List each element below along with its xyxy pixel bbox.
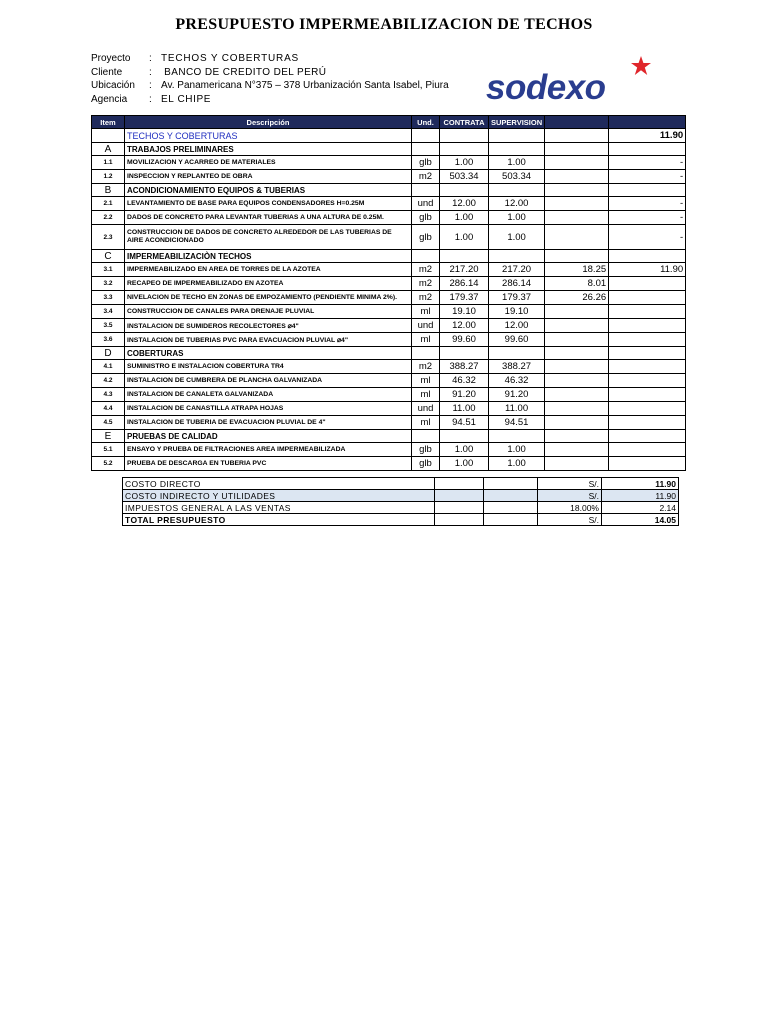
table-row bbox=[92, 211, 686, 225]
info-row-cliente bbox=[91, 66, 449, 80]
info-sep: : bbox=[149, 80, 152, 91]
summary-table bbox=[122, 477, 679, 526]
table-cell bbox=[440, 184, 489, 197]
table-row bbox=[92, 360, 686, 374]
table-row bbox=[92, 319, 686, 333]
item-description: LEVANTAMIENTO DE BASE PARA EQUIPOS CONDENSADORES H=0.25M bbox=[125, 197, 412, 211]
info-value: TECHOS Y COBERTURAS bbox=[161, 53, 300, 64]
item-contrata: 99.60 bbox=[440, 333, 489, 347]
table-cell bbox=[412, 184, 440, 197]
item-total: - bbox=[609, 170, 686, 184]
table-header-row bbox=[92, 116, 686, 129]
item-price bbox=[545, 305, 609, 319]
item-number: 2.2 bbox=[92, 211, 125, 225]
item-price bbox=[545, 156, 609, 170]
item-contrata: 503.34 bbox=[440, 170, 489, 184]
item-supervision: 217.20 bbox=[489, 263, 545, 277]
item-description: CONSTRUCCION DE DADOS DE CONCRETO ALREDEDOR DE LAS TUBERIAS DE AIRE ACONDICIONADO bbox=[125, 225, 412, 250]
item-total bbox=[609, 457, 686, 471]
section-row bbox=[92, 250, 686, 263]
info-row-proyecto bbox=[91, 52, 449, 66]
table-cell bbox=[489, 347, 545, 360]
summary-label: COSTO INDIRECTO Y UTILIDADES bbox=[123, 490, 435, 502]
item-total bbox=[609, 333, 686, 347]
section-id: A bbox=[92, 143, 125, 156]
item-number: 4.1 bbox=[92, 360, 125, 374]
info-row-ubicacion bbox=[91, 79, 449, 93]
item-unit: m2 bbox=[412, 277, 440, 291]
item-total bbox=[609, 402, 686, 416]
sodexo-logo bbox=[484, 56, 659, 108]
table-cell bbox=[609, 347, 686, 360]
table-cell bbox=[489, 184, 545, 197]
table-cell bbox=[412, 430, 440, 443]
section-id: E bbox=[92, 430, 125, 443]
table-row bbox=[92, 263, 686, 277]
item-price bbox=[545, 197, 609, 211]
section-name: TRABAJOS PRELIMINARES bbox=[125, 143, 412, 156]
item-supervision: 1.00 bbox=[489, 457, 545, 471]
table-row bbox=[92, 197, 686, 211]
table-row bbox=[92, 305, 686, 319]
item-unit: m2 bbox=[412, 263, 440, 277]
summary-pct: 18.00% bbox=[538, 502, 602, 514]
summary-value: 2.14 bbox=[602, 502, 679, 514]
item-supervision: 94.51 bbox=[489, 416, 545, 430]
item-unit: m2 bbox=[412, 170, 440, 184]
item-number: 5.2 bbox=[92, 457, 125, 471]
item-number: 3.3 bbox=[92, 291, 125, 305]
item-contrata: 1.00 bbox=[440, 211, 489, 225]
summary-pct: S/. bbox=[538, 490, 602, 502]
item-unit: m2 bbox=[412, 291, 440, 305]
item-description: INSTALACION DE SUMIDEROS RECOLECTORES ⌀4" bbox=[125, 319, 412, 333]
table-cell bbox=[545, 184, 609, 197]
col-header-total bbox=[609, 116, 686, 129]
item-supervision: 1.00 bbox=[489, 156, 545, 170]
table-cell bbox=[609, 250, 686, 263]
table-cell bbox=[609, 143, 686, 156]
item-description: INSTALACION DE TUBERIAS PVC PARA EVACUACION PLUVIAL ⌀4" bbox=[125, 333, 412, 347]
item-supervision: 12.00 bbox=[489, 197, 545, 211]
table-cell bbox=[545, 143, 609, 156]
item-contrata: 94.51 bbox=[440, 416, 489, 430]
item-number: 1.2 bbox=[92, 170, 125, 184]
item-supervision: 1.00 bbox=[489, 225, 545, 250]
item-price bbox=[545, 360, 609, 374]
main-title-total: 11.90 bbox=[609, 129, 686, 143]
section-name: IMPERMEABILIZACIÒN TECHOS bbox=[125, 250, 412, 263]
table-cell bbox=[440, 250, 489, 263]
table-cell bbox=[484, 502, 538, 514]
item-price bbox=[545, 211, 609, 225]
item-contrata: 388.27 bbox=[440, 360, 489, 374]
item-number: 4.4 bbox=[92, 402, 125, 416]
table-cell bbox=[484, 490, 538, 502]
item-price bbox=[545, 170, 609, 184]
table-row bbox=[92, 416, 686, 430]
item-price bbox=[545, 333, 609, 347]
item-total bbox=[609, 291, 686, 305]
item-supervision: 388.27 bbox=[489, 360, 545, 374]
item-contrata: 217.20 bbox=[440, 263, 489, 277]
item-number: 5.1 bbox=[92, 443, 125, 457]
table-row bbox=[92, 291, 686, 305]
table-cell bbox=[440, 430, 489, 443]
item-number: 4.5 bbox=[92, 416, 125, 430]
table-cell bbox=[440, 347, 489, 360]
main-title-row bbox=[92, 129, 686, 143]
item-total: - bbox=[609, 225, 686, 250]
col-header-desc: Descripción bbox=[125, 116, 412, 129]
item-unit: ml bbox=[412, 333, 440, 347]
star-icon bbox=[631, 56, 651, 76]
table-cell bbox=[440, 143, 489, 156]
item-number: 3.4 bbox=[92, 305, 125, 319]
item-supervision: 91.20 bbox=[489, 388, 545, 402]
item-number: 3.6 bbox=[92, 333, 125, 347]
summary-value: 14.05 bbox=[602, 514, 679, 526]
item-description: CONSTRUCCION DE CANALES PARA DRENAJE PLUVIAL bbox=[125, 305, 412, 319]
item-description: DADOS DE CONCRETO PARA LEVANTAR TUBERIAS A UNA ALTURA DE 0.25M. bbox=[125, 211, 412, 225]
info-label: Ubicación bbox=[91, 80, 135, 91]
item-contrata: 1.00 bbox=[440, 443, 489, 457]
summary-pct: S/. bbox=[538, 478, 602, 490]
table-cell bbox=[489, 143, 545, 156]
item-unit: glb bbox=[412, 443, 440, 457]
item-total: - bbox=[609, 156, 686, 170]
item-number: 3.5 bbox=[92, 319, 125, 333]
col-header-contrata: CONTRATA bbox=[440, 116, 489, 129]
item-unit: glb bbox=[412, 156, 440, 170]
item-unit: und bbox=[412, 319, 440, 333]
item-price: 26.26 bbox=[545, 291, 609, 305]
item-number: 4.2 bbox=[92, 374, 125, 388]
item-number: 3.2 bbox=[92, 277, 125, 291]
item-description: NIVELACION DE TECHO EN ZONAS DE EMPOZAMIENTO (PENDIENTE MINIMA 2%). bbox=[125, 291, 412, 305]
section-row bbox=[92, 143, 686, 156]
item-price bbox=[545, 374, 609, 388]
item-description: IMPERMEABILIZADO EN AREA DE TORRES DE LA AZOTEA bbox=[125, 263, 412, 277]
summary-row bbox=[123, 502, 679, 514]
item-unit: und bbox=[412, 402, 440, 416]
item-contrata: 1.00 bbox=[440, 225, 489, 250]
table-row bbox=[92, 402, 686, 416]
item-price bbox=[545, 388, 609, 402]
item-number: 2.3 bbox=[92, 225, 125, 250]
table-row bbox=[92, 457, 686, 471]
item-total bbox=[609, 388, 686, 402]
table-cell bbox=[609, 184, 686, 197]
info-value: BANCO DE CREDITO DEL PERÚ bbox=[161, 66, 327, 78]
table-row bbox=[92, 277, 686, 291]
item-total bbox=[609, 319, 686, 333]
table-row bbox=[92, 374, 686, 388]
item-contrata: 1.00 bbox=[440, 156, 489, 170]
col-header-und: Und. bbox=[412, 116, 440, 129]
table-cell bbox=[435, 478, 484, 490]
item-number: 1.1 bbox=[92, 156, 125, 170]
budget-body bbox=[92, 129, 686, 471]
col-header-item: Item bbox=[92, 116, 125, 129]
item-price bbox=[545, 319, 609, 333]
table-cell bbox=[92, 129, 125, 143]
item-unit: glb bbox=[412, 225, 440, 250]
section-id: D bbox=[92, 347, 125, 360]
section-id: B bbox=[92, 184, 125, 197]
item-number: 4.3 bbox=[92, 388, 125, 402]
table-cell bbox=[484, 478, 538, 490]
item-description: SUMINISTRO E INSTALACION COBERTURA TR4 bbox=[125, 360, 412, 374]
item-price bbox=[545, 416, 609, 430]
page-title: PRESUPUESTO IMPERMEABILIZACION DE TECHOS bbox=[175, 16, 593, 33]
table-cell bbox=[484, 514, 538, 526]
info-sep: : bbox=[149, 66, 152, 78]
item-price bbox=[545, 457, 609, 471]
item-unit: ml bbox=[412, 416, 440, 430]
item-supervision: 1.00 bbox=[489, 443, 545, 457]
item-description: MOVILIZACION Y ACARREO DE MATERIALES bbox=[125, 156, 412, 170]
col-header-supervision: SUPERVISION bbox=[489, 116, 545, 129]
item-supervision: 99.60 bbox=[489, 333, 545, 347]
table-cell bbox=[545, 129, 609, 143]
table-cell bbox=[489, 250, 545, 263]
item-supervision: 12.00 bbox=[489, 319, 545, 333]
section-name: ACONDICIONAMIENTO EQUIPOS & TUBERIAS bbox=[125, 184, 412, 197]
section-row bbox=[92, 430, 686, 443]
info-sep: : bbox=[149, 93, 152, 105]
item-total: - bbox=[609, 197, 686, 211]
item-unit: ml bbox=[412, 305, 440, 319]
item-description: INSTALACION DE CUMBRERA DE PLANCHA GALVANIZADA bbox=[125, 374, 412, 388]
item-contrata: 286.14 bbox=[440, 277, 489, 291]
table-cell bbox=[545, 430, 609, 443]
budget-table bbox=[91, 115, 686, 471]
section-name: PRUEBAS DE CALIDAD bbox=[125, 430, 412, 443]
summary-row bbox=[123, 514, 679, 526]
item-contrata: 12.00 bbox=[440, 197, 489, 211]
summary-pct: S/. bbox=[538, 514, 602, 526]
info-value: EL CHIPE bbox=[161, 93, 212, 105]
summary-row bbox=[123, 490, 679, 502]
item-supervision: 46.32 bbox=[489, 374, 545, 388]
item-total bbox=[609, 360, 686, 374]
info-label: Proyecto bbox=[91, 53, 131, 64]
item-supervision: 286.14 bbox=[489, 277, 545, 291]
summary-body bbox=[123, 478, 679, 526]
section-id: C bbox=[92, 250, 125, 263]
item-number: 3.1 bbox=[92, 263, 125, 277]
item-unit: glb bbox=[412, 457, 440, 471]
table-cell bbox=[435, 490, 484, 502]
item-price bbox=[545, 402, 609, 416]
item-total: - bbox=[609, 211, 686, 225]
project-info bbox=[91, 52, 449, 106]
table-row bbox=[92, 443, 686, 457]
summary-row bbox=[123, 478, 679, 490]
item-contrata: 12.00 bbox=[440, 319, 489, 333]
item-total: 11.90 bbox=[609, 263, 686, 277]
info-label: Agencia bbox=[91, 93, 128, 105]
table-cell bbox=[412, 129, 440, 143]
item-description: INSTALACION DE CANALETA GALVANIZADA bbox=[125, 388, 412, 402]
item-contrata: 19.10 bbox=[440, 305, 489, 319]
table-cell bbox=[440, 129, 489, 143]
logo-wordmark: sodexo bbox=[486, 68, 606, 107]
item-number: 2.1 bbox=[92, 197, 125, 211]
main-title-desc: TECHOS Y COBERTURAS bbox=[125, 129, 412, 143]
item-contrata: 46.32 bbox=[440, 374, 489, 388]
item-total bbox=[609, 305, 686, 319]
info-value: Av. Panamericana N°375 – 378 Urbanización Santa Isabel, Piura bbox=[161, 80, 449, 91]
item-contrata: 1.00 bbox=[440, 457, 489, 471]
table-cell bbox=[412, 143, 440, 156]
table-cell bbox=[609, 430, 686, 443]
item-description: PRUEBA DE DESCARGA EN TUBERIA PVC bbox=[125, 457, 412, 471]
item-unit: ml bbox=[412, 374, 440, 388]
item-supervision: 11.00 bbox=[489, 402, 545, 416]
item-description: INSTALACION DE TUBERIA DE EVACUACION PLUVIAL DE 4" bbox=[125, 416, 412, 430]
item-contrata: 91.20 bbox=[440, 388, 489, 402]
table-row bbox=[92, 225, 686, 250]
table-row bbox=[92, 388, 686, 402]
table-cell bbox=[435, 502, 484, 514]
summary-label: TOTAL PRESUPUESTO bbox=[123, 514, 435, 526]
section-name: COBERTURAS bbox=[125, 347, 412, 360]
item-price: 8.01 bbox=[545, 277, 609, 291]
info-label: Cliente bbox=[91, 66, 123, 78]
item-unit: glb bbox=[412, 211, 440, 225]
section-row bbox=[92, 184, 686, 197]
item-supervision: 1.00 bbox=[489, 211, 545, 225]
section-row bbox=[92, 347, 686, 360]
item-unit: ml bbox=[412, 388, 440, 402]
summary-label: COSTO DIRECTO bbox=[123, 478, 435, 490]
table-row bbox=[92, 156, 686, 170]
item-price bbox=[545, 225, 609, 250]
info-row-agencia bbox=[91, 93, 449, 107]
table-cell bbox=[545, 250, 609, 263]
item-description: INSTALACION DE CANASTILLA ATRAPA HOJAS bbox=[125, 402, 412, 416]
table-cell bbox=[412, 347, 440, 360]
item-contrata: 11.00 bbox=[440, 402, 489, 416]
item-unit: m2 bbox=[412, 360, 440, 374]
item-description: INSPECCION Y REPLANTEO DE OBRA bbox=[125, 170, 412, 184]
item-supervision: 503.34 bbox=[489, 170, 545, 184]
table-row bbox=[92, 333, 686, 347]
item-total bbox=[609, 443, 686, 457]
col-header-price bbox=[545, 116, 609, 129]
item-supervision: 179.37 bbox=[489, 291, 545, 305]
table-cell bbox=[545, 347, 609, 360]
table-cell bbox=[489, 430, 545, 443]
table-row bbox=[92, 170, 686, 184]
item-total bbox=[609, 277, 686, 291]
item-price bbox=[545, 443, 609, 457]
table-cell bbox=[412, 250, 440, 263]
summary-value: 11.90 bbox=[602, 490, 679, 502]
item-total bbox=[609, 416, 686, 430]
summary-label: IMPUESTOS GENERAL A LAS VENTAS bbox=[123, 502, 435, 514]
summary-value: 11.90 bbox=[602, 478, 679, 490]
item-description: RECAPEO DE IMPERMEABILIZADO EN AZOTEA bbox=[125, 277, 412, 291]
item-total bbox=[609, 374, 686, 388]
info-sep: : bbox=[149, 53, 152, 64]
item-price: 18.25 bbox=[545, 263, 609, 277]
table-cell bbox=[489, 129, 545, 143]
table-cell bbox=[435, 514, 484, 526]
item-supervision: 19.10 bbox=[489, 305, 545, 319]
item-contrata: 179.37 bbox=[440, 291, 489, 305]
item-unit: und bbox=[412, 197, 440, 211]
item-description: ENSAYO Y PRUEBA DE FILTRACIONES AREA IMPERMEABILIZADA bbox=[125, 443, 412, 457]
